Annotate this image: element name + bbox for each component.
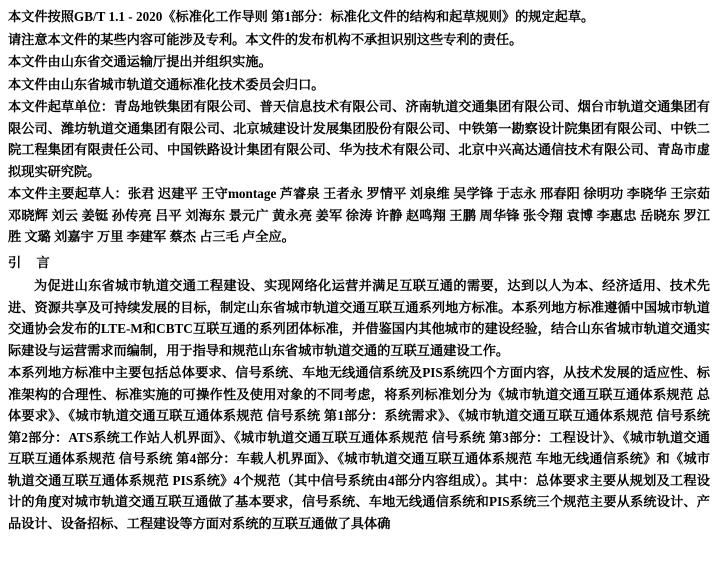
paragraph-3: 本文件由山东省交通运输厅提出并组织实施。 (8, 54, 272, 69)
paragraph-2: 请注意本文件的某些内容可能涉及专利。本文件的发布机构不承担识别这些专利的责任。 (8, 31, 523, 47)
paragraph-1: 本文件按照GB/T 1.1 - 2020《标准化工作导则 第1部分：标准化文件的结构和起草规则》的规定起草。 (8, 9, 595, 24)
foreword-paragraph-1: 为促进山东省城市轨道交通工程建设、实现网络化运营并满足互联互通的需要，达到以人为本、经济适用、技术先进、资源共享及可持续发展的目标，制定山东省城市轨道交通互联互通系列地方标准。本系列地方标准遵循中国城市轨道交通协会发布的LTE-M和CBTC互联互通的系列团体标准，并借鉴国内其他城市的建设经验，结合山东省城市轨道交通实际建设与运营需求而编制，用于指导和规范山东省城市轨道交通的互联互通建设工作。 (8, 278, 710, 358)
paragraph-4: 本文件由山东省城市轨道交通标准化技术委员会归口。 (8, 76, 325, 92)
paragraph-main-drafters: 本文件主要起草人：张君 迟建平 王守montage 芦睿泉 王者永 罗情平 刘泉维 吴学锋 于志永 邢春阳 徐明功 李晓华 王宗茹 邓晓辉 刘云 姜铤 孙传亮 吕平 刘海东 景元广 黄永亮 姜军 徐涛 许静 赵鸣翔 王鹏 周华锋 张令翔 袁博 李惠忠 岳晓东 罗江胜 文璐 刘嘉宇 万里 李建军 蔡杰 占三毛 卢全应。 (8, 186, 710, 244)
section-heading-foreword: 引 言 (8, 254, 56, 270)
paragraph-drafting-organizations: 本文件起草单位：青岛地铁集团有限公司、普天信息技术有限公司、济南轨道交通集团有限公司、烟台市轨道交通集团有限公司、潍坊轨道交通集团有限公司、北京城建设计发展集团股份有限公司、中铁第一勘察设计院集团有限公司、中铁二院工程集团有限责任公司、中国铁路设计集团有限公司、华为技术有限公司、北京中兴高达通信技术有限公司、青岛市虚拟现实研究院。 (8, 99, 710, 179)
foreword-paragraph-2: 本系列地方标准中主要包括总体要求、信号系统、车地无线通信系统及PIS系统四个方面内容，从技术发展的适应性、标准架构的合理性、标准实施的可操作性及使用对象的不同考虑，将系列标准划分为《城市轨道交通互联互通体系规范 总体要求》、《城市轨道交通互联互通体系规范 信号系统 第1部分：系统需求》、《城市轨道交通互联互通体系规范 信号系统 第2部分：ATS系统工作站人机界面》、《城市轨道交通互联互通体系规范 信号系统 第3部分：工程设计》、《城市轨道交通互联互通体系规范 信号系统 第4部分：车载人机界面》、《城市轨道交通互联互通体系规范 车地无线通信系统》和《城市轨道交通互联互通体系规范 PIS系统》4个规范（其中信号系统由4部分内容组成）。其中：总体要求主要从规划及工程设计的角度对城市轨道交通互联互通做了基本要求，信号系统、车地无线通信系统和PIS系统三个规范主要从系统设计、产品设计、设备招标、工程建设等方面对系统的互联互通做了具体确 (8, 365, 710, 531)
